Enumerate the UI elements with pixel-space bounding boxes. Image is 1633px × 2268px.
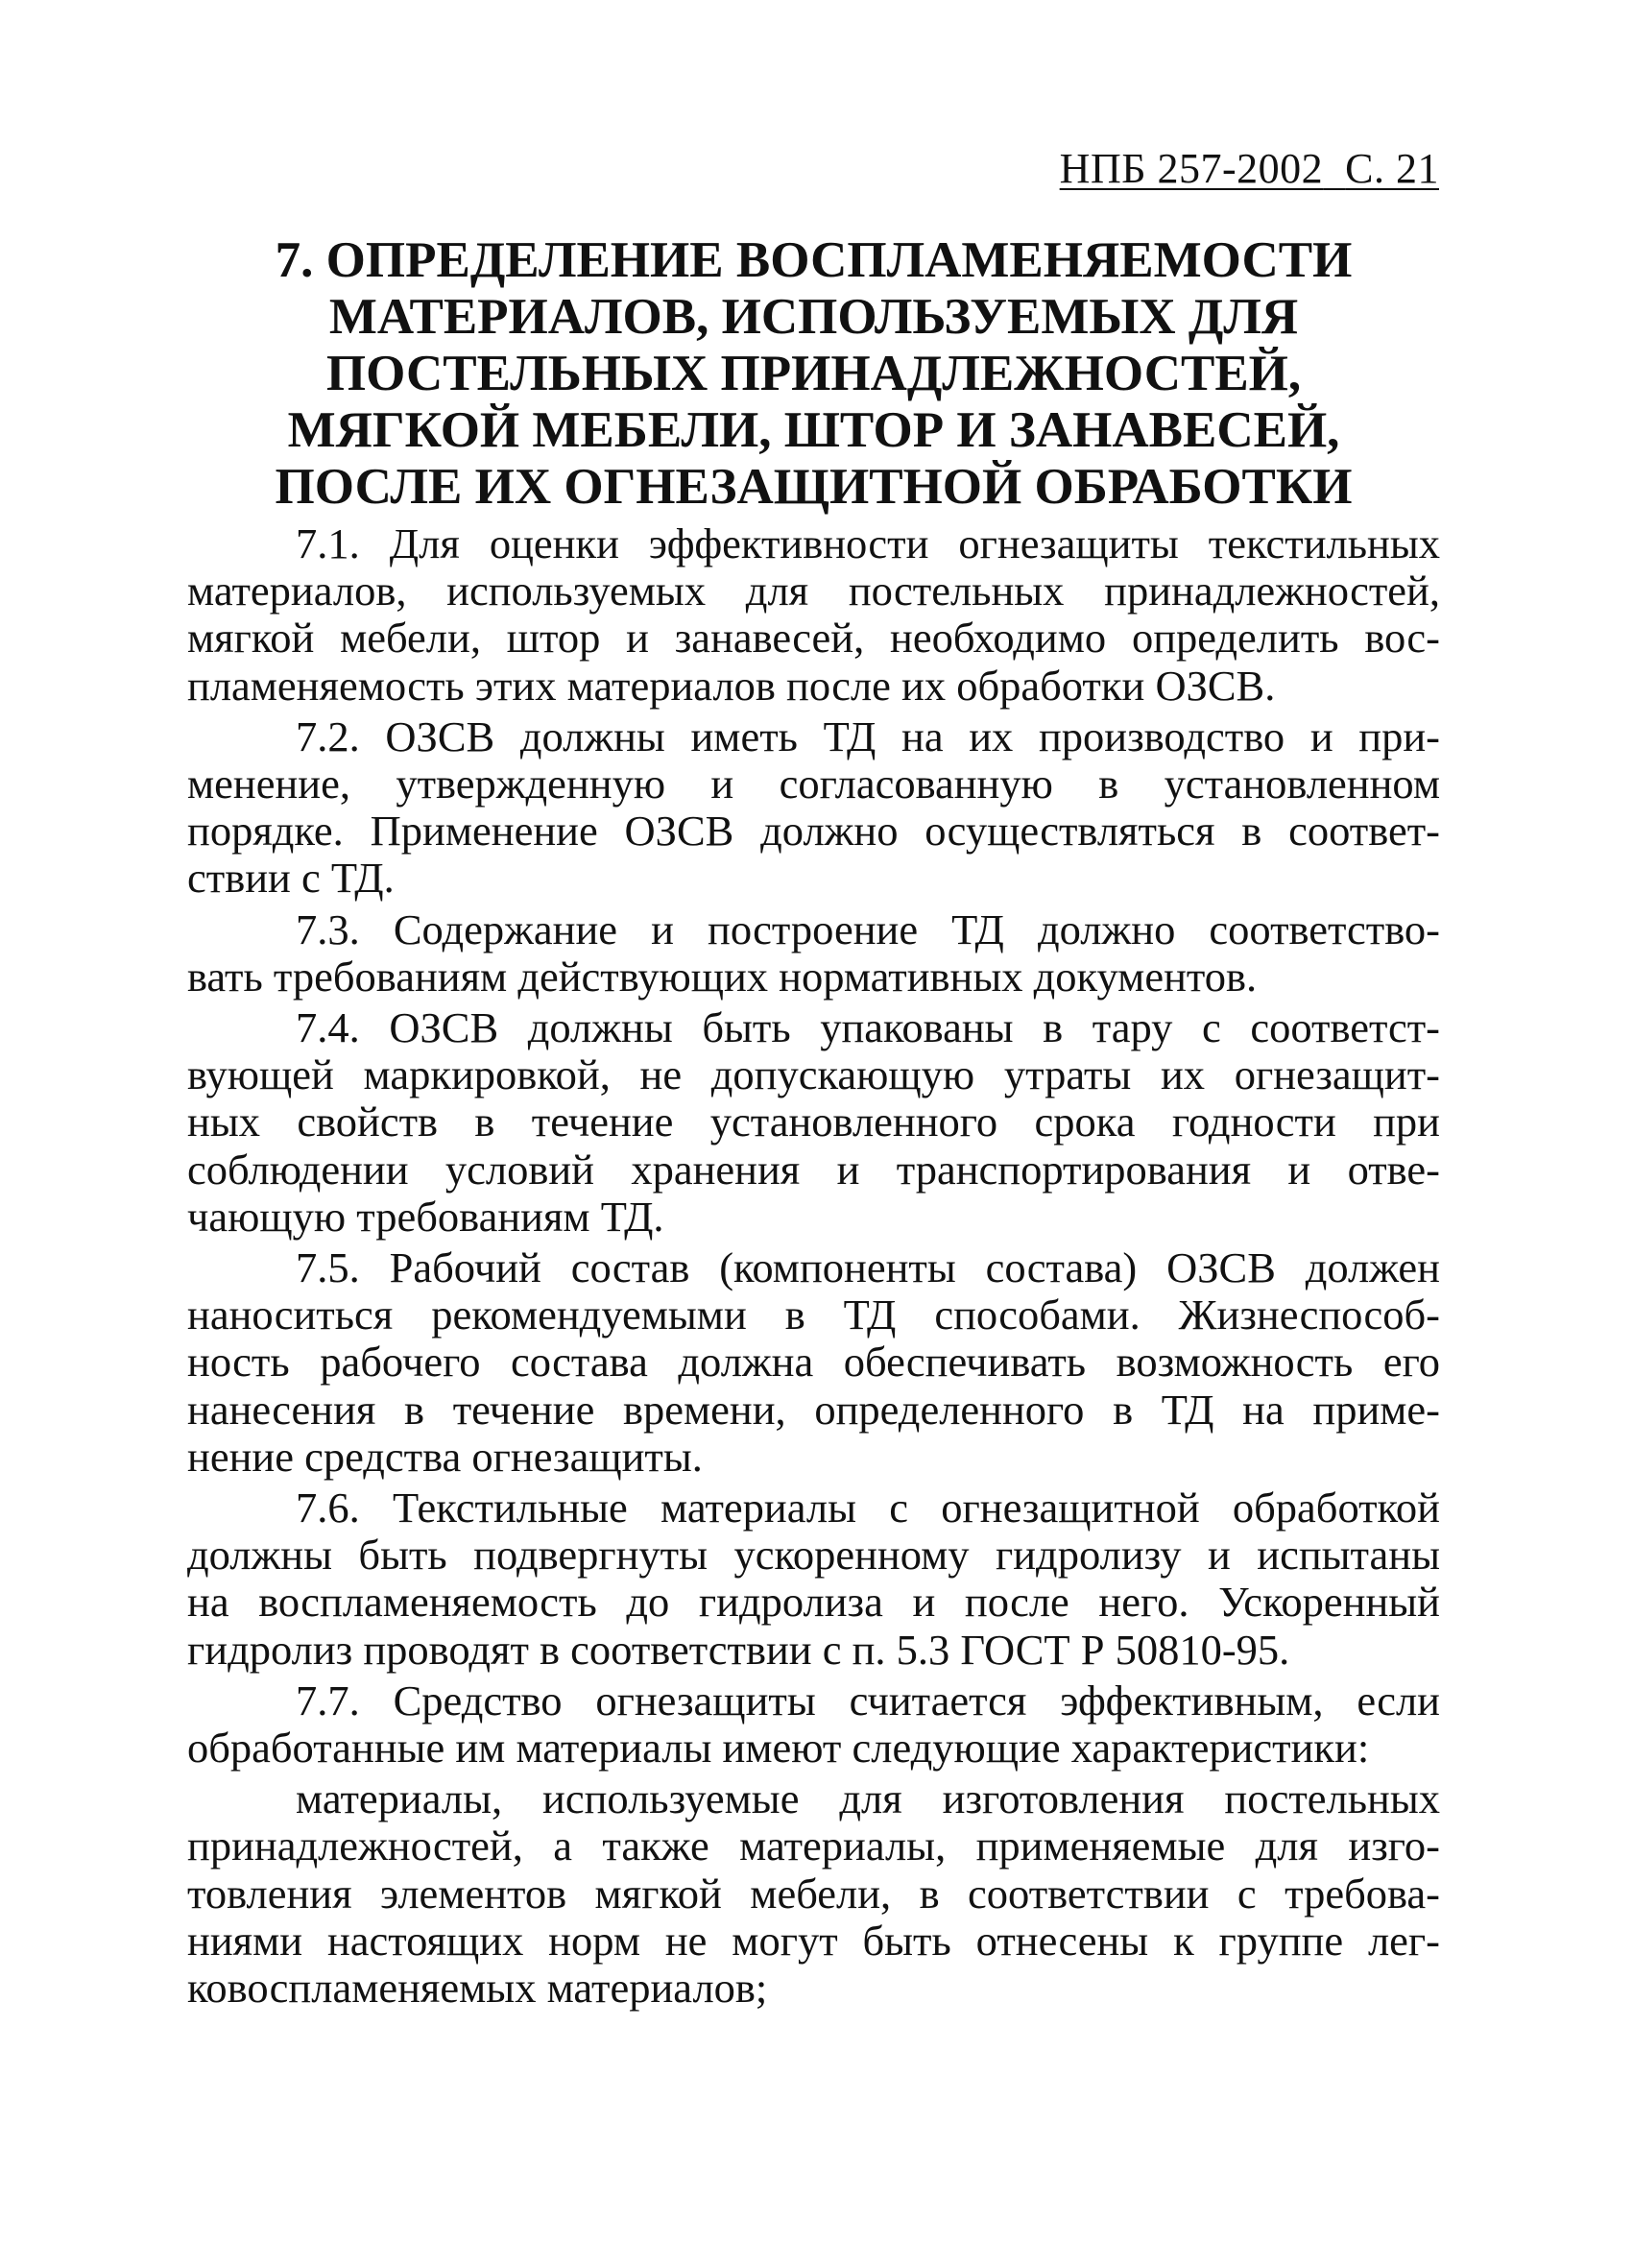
paragraph-materials-item xyxy=(187,1775,1440,2012)
text-line: ных свойств в течение установленного срока годности при xyxy=(187,1098,1440,1146)
text-line: принадлежностей, а также материалы, применяемые для изго- xyxy=(187,1822,1440,1870)
text-line: 7.4. ОЗСВ должны быть упакованы в тару с соответст- xyxy=(296,1003,1440,1052)
text-line: соблюдении условий хранения и транспортирования и отве- xyxy=(187,1145,1440,1194)
body-text xyxy=(187,520,1440,2015)
title-line: МЯГКОЙ МЕБЕЛИ, ШТОР И ЗАНАВЕСЕЙ, xyxy=(287,402,1340,458)
doc-code: НПБ 257-2002 xyxy=(1059,145,1324,192)
paragraph-7-3 xyxy=(187,906,1440,1001)
text-line: на воспламеняемость до гидролиза и после него. Ускоренный xyxy=(187,1578,1440,1627)
title-line: МАТЕРИАЛОВ, ИСПОЛЬЗУЕМЫХ ДЛЯ xyxy=(328,289,1299,345)
text-line: ность рабочего состава должна обеспечивать возможность его xyxy=(187,1338,1440,1387)
text-line: нение средства огнезащиты. xyxy=(187,1432,703,1481)
title-line: ПОСТЕЛЬНЫХ ПРИНАДЛЕЖНОСТЕЙ, xyxy=(325,346,1302,401)
text-line: материалов, используемых для постельных принадлежностей, xyxy=(187,567,1440,615)
text-line: материалы, используемые для изготовления постельных xyxy=(296,1774,1440,1823)
text-line: обработанные им материалы имеют следующие характеристики: xyxy=(187,1724,1370,1773)
section-title xyxy=(187,232,1440,516)
running-header xyxy=(1060,144,1439,193)
paragraph-7-2 xyxy=(187,713,1440,903)
text-line: ковоспламеняемых материалов; xyxy=(187,1964,768,2013)
text-line: нанесения в течение времени, определенного в ТД на приме- xyxy=(187,1385,1440,1434)
text-line: 7.1. Для оценки эффективности огнезащиты текстильных xyxy=(296,519,1440,567)
text-line: ствии с ТД. xyxy=(187,854,395,903)
text-line: пламеняемость этих материалов после их обработки ОЗСВ. xyxy=(187,661,1276,710)
text-line: наноситься рекомендуемыми в ТД способами. Жизнеспособ- xyxy=(187,1291,1440,1339)
paragraph-7-6 xyxy=(187,1484,1440,1674)
text-line: 7.7. Средство огнезащиты считается эффективным, если xyxy=(296,1676,1440,1725)
text-line: 7.6. Текстильные материалы с огнезащитной обработкой xyxy=(296,1484,1440,1532)
title-line: 7. ОПРЕДЕЛЕНИЕ ВОСПЛАМЕНЯЕМОСТИ xyxy=(275,232,1353,288)
text-line: 7.5. Рабочий состав (компоненты состава) ОЗСВ должен xyxy=(296,1243,1440,1292)
text-line: чающую требованиям ТД. xyxy=(187,1192,664,1241)
text-line: товления элементов мягкой мебели, в соответствии с требова- xyxy=(187,1869,1440,1918)
text-line: ниями настоящих норм не могут быть отнесены к группе лег- xyxy=(187,1916,1440,1965)
paragraph-7-1 xyxy=(187,520,1440,710)
paragraph-7-7 xyxy=(187,1677,1440,1772)
text-line: вать требованиям действующих нормативных документов. xyxy=(187,952,1258,1001)
text-line: вующей маркировкой, не допускающую утраты их огнезащит- xyxy=(187,1050,1440,1099)
paragraph-7-5 xyxy=(187,1244,1440,1481)
paragraph-7-4 xyxy=(187,1004,1440,1241)
page-number: С. 21 xyxy=(1345,145,1439,192)
title-line: ПОСЛЕ ИХ ОГНЕЗАЩИТНОЙ ОБРАБОТКИ xyxy=(275,459,1353,515)
text-line: 7.2. ОЗСВ должны иметь ТД на их производство и при- xyxy=(296,712,1440,760)
text-line: должны быть подвергнуты ускоренному гидролизу и испытаны xyxy=(187,1531,1440,1580)
text-line: порядке. Применение ОЗСВ должно осуществляться в соответ- xyxy=(187,807,1440,856)
text-line: 7.3. Содержание и построение ТД должно соответство- xyxy=(296,905,1440,953)
text-line: гидролиз проводят в соответствии с п. 5.3 ГОСТ Р 50810-95. xyxy=(187,1625,1290,1674)
text-line: мягкой мебели, штор и занавесей, необходимо определить вос- xyxy=(187,614,1440,663)
text-line: менение, утвержденную и согласованную в установленном xyxy=(187,760,1440,808)
